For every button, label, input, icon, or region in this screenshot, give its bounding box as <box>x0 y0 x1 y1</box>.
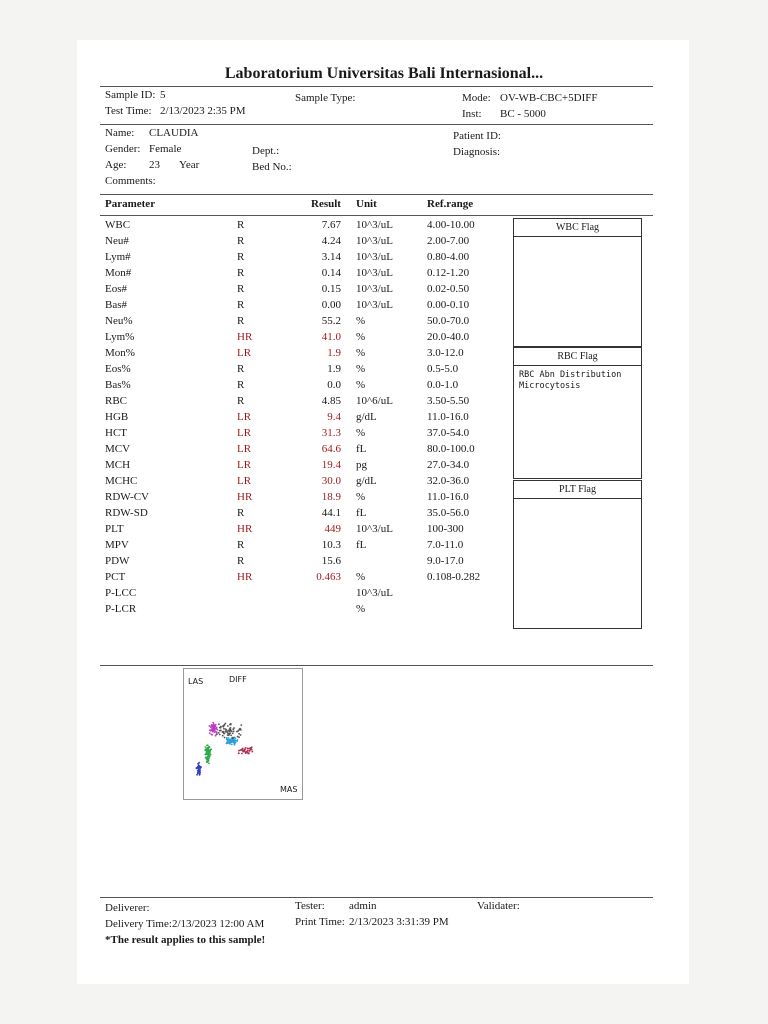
scatter-dot <box>224 724 226 726</box>
parameter-cell: Bas% <box>105 379 131 391</box>
scatter-dot <box>216 733 218 735</box>
result-cell: 31.3 <box>321 427 341 439</box>
scatter-dot <box>225 728 227 730</box>
parameter-cell: P-LCC <box>105 587 137 599</box>
scatter-dot <box>235 740 237 742</box>
scatter-dot <box>212 722 214 724</box>
scatter-dot <box>230 739 232 741</box>
scatter-dot <box>206 748 208 750</box>
result-cell: 4.85 <box>321 395 341 407</box>
parameter-cell: Lym% <box>105 331 135 343</box>
parameter-cell: Neu# <box>105 235 129 247</box>
scatter-dot <box>250 748 252 750</box>
scatter-dot <box>209 725 211 727</box>
flag-cell: LR <box>237 411 252 423</box>
flag-cell: R <box>237 395 245 407</box>
flag-cell: R <box>237 299 245 311</box>
scatter-dot <box>222 735 224 737</box>
divider <box>100 897 653 898</box>
validater-label: Validater: <box>477 900 520 912</box>
unit-cell: fL <box>356 539 367 551</box>
delivery-time: 2/13/2023 12:00 AM <box>172 918 265 930</box>
unit-cell: % <box>356 379 366 391</box>
scatter-dot <box>230 735 232 737</box>
scatter-dot <box>224 737 226 739</box>
unit-cell: 10^6/uL <box>356 395 393 407</box>
scatter-dot <box>228 737 230 739</box>
ref-range-cell: 0.108-0.282 <box>427 571 481 583</box>
ref-range-cell: 0.02-0.50 <box>427 283 470 295</box>
scatter-y-label: LAS <box>188 677 204 686</box>
parameter-cell: Bas# <box>105 299 127 311</box>
scatter-dot <box>239 728 241 730</box>
scatter-dot <box>244 749 246 751</box>
scatter-dot <box>242 748 244 750</box>
result-cell: 55.2 <box>321 315 341 327</box>
scatter-dot <box>228 730 230 732</box>
col-parameter: Parameter <box>105 198 156 210</box>
test-time-label: Test Time: <box>105 105 152 117</box>
unit-cell: 10^3/uL <box>356 219 393 231</box>
result-cell: 30.0 <box>321 475 341 487</box>
scatter-dot <box>216 727 218 729</box>
scatter-dot <box>209 732 211 734</box>
parameter-cell: RDW-CV <box>105 491 149 503</box>
scatter-dot <box>211 734 213 736</box>
flag-cell: R <box>237 315 245 327</box>
parameter-cell: Mon% <box>105 347 135 359</box>
gender-label: Gender: <box>105 143 141 155</box>
flag-cell: R <box>237 283 245 295</box>
flag-cell: R <box>237 363 245 375</box>
unit-cell: 10^3/uL <box>356 299 393 311</box>
unit-cell: fL <box>356 507 367 519</box>
scatter-dot <box>232 737 234 739</box>
ref-range-cell: 37.0-54.0 <box>427 427 470 439</box>
scatter-dot <box>248 752 250 754</box>
inst: BC - 5000 <box>500 108 546 120</box>
scatter-plot-area <box>184 669 302 799</box>
ref-range-cell: 4.00-10.00 <box>427 219 475 231</box>
parameter-cell: WBC <box>105 219 131 231</box>
scatter-dot <box>233 730 235 732</box>
mode-label: Mode: <box>462 92 491 104</box>
scatter-dot <box>212 729 214 731</box>
unit-cell: 10^3/uL <box>356 235 393 247</box>
parameter-cell: HCT <box>105 427 127 439</box>
parameter-cell: MPV <box>105 539 129 551</box>
flag-cell: R <box>237 507 245 519</box>
scatter-dot <box>206 750 208 752</box>
scatter-dot <box>209 729 211 731</box>
divider <box>100 194 653 195</box>
unit-cell: 10^3/uL <box>356 267 393 279</box>
sample-id-label: Sample ID: <box>105 89 156 101</box>
sample-type-label: Sample Type: <box>295 92 356 104</box>
scatter-dot <box>246 751 248 753</box>
parameter-cell: PDW <box>105 555 130 567</box>
ref-range-cell: 3.50-5.50 <box>427 395 470 407</box>
unit-cell: % <box>356 363 366 375</box>
parameter-cell: MCV <box>105 443 131 455</box>
flag-cell: R <box>237 219 245 231</box>
ref-range-cell: 80.0-100.0 <box>427 443 475 455</box>
parameter-cell: MCHC <box>105 475 138 487</box>
scatter-dot <box>218 732 220 734</box>
print-time: 2/13/2023 3:31:39 PM <box>349 916 449 928</box>
scatter-dot <box>209 746 211 748</box>
result-cell: 10.3 <box>321 539 341 551</box>
scatter-dot <box>206 756 208 758</box>
result-cell: 9.4 <box>327 411 341 423</box>
col-unit: Unit <box>356 198 377 210</box>
scatter-dot <box>227 734 229 736</box>
flag-cell: R <box>237 555 245 567</box>
unit-cell: g/dL <box>356 475 377 487</box>
result-cell: 4.24 <box>321 235 341 247</box>
scatter-dot <box>235 742 237 744</box>
scatter-dot <box>199 769 201 771</box>
scatter-dot <box>220 730 222 732</box>
ref-range-cell: 20.0-40.0 <box>427 331 470 343</box>
patient-age: 23 <box>149 159 160 171</box>
scatter-title: DIFF <box>229 675 247 684</box>
flag-cell: LR <box>237 459 252 471</box>
ref-range-cell: 0.12-1.20 <box>427 267 470 279</box>
scatter-dot <box>238 729 240 731</box>
result-cell: 3.14 <box>321 251 341 263</box>
result-cell: 1.9 <box>327 363 341 375</box>
parameter-cell: Neu% <box>105 315 133 327</box>
scatter-dot <box>208 753 210 755</box>
patient-gender: Female <box>149 143 182 155</box>
age-unit: Year <box>179 159 200 171</box>
scatter-cluster-neu <box>204 744 212 764</box>
scatter-cluster-mon <box>238 746 253 754</box>
scatter-dot <box>238 750 240 752</box>
parameter-cell: Eos% <box>105 363 131 375</box>
scatter-dot <box>247 748 249 750</box>
result-cell: 0.463 <box>316 571 341 583</box>
scatter-dot <box>229 727 231 729</box>
scatter-dot <box>223 726 225 728</box>
scatter-dot <box>227 725 229 727</box>
test-time: 2/13/2023 2:35 PM <box>160 105 246 117</box>
flag-cell: R <box>237 235 245 247</box>
dept-label: Dept.: <box>252 145 280 157</box>
patient-id-label: Patient ID: <box>453 130 501 142</box>
ref-range-cell: 35.0-56.0 <box>427 507 470 519</box>
divider <box>100 86 653 87</box>
unit-cell: g/dL <box>356 411 377 423</box>
unit-cell: 10^3/uL <box>356 251 393 263</box>
scatter-dot <box>238 733 240 735</box>
diagnosis-label: Diagnosis: <box>453 146 501 158</box>
parameter-cell: PLT <box>105 523 124 535</box>
wbc-flag-title: WBC Flag <box>514 219 641 237</box>
scatter-dot <box>207 761 209 763</box>
scatter-dot <box>213 724 215 726</box>
divider <box>100 124 653 125</box>
parameter-cell: RDW-SD <box>105 507 148 519</box>
scatter-dot <box>223 728 225 730</box>
scatter-dot <box>225 730 227 732</box>
scatter-dot <box>197 772 199 774</box>
flag-cell: LR <box>237 427 252 439</box>
scatter-dot <box>231 744 233 746</box>
scatter-dot <box>220 727 222 729</box>
flag-cell: HR <box>237 491 253 503</box>
plt-flag-box <box>513 480 642 629</box>
scatter-dot <box>251 751 253 753</box>
scatter-dot <box>222 731 224 733</box>
unit-cell: 10^3/uL <box>356 587 393 599</box>
divider <box>100 665 653 666</box>
result-cell: 18.9 <box>321 491 341 503</box>
ref-range-cell: 0.5-5.0 <box>427 363 459 375</box>
name-label: Name: <box>105 127 135 139</box>
parameter-cell: PCT <box>105 571 126 583</box>
deliverer-label: Deliverer: <box>105 902 150 914</box>
scatter-dot <box>241 753 243 755</box>
bed-label: Bed No.: <box>252 161 292 173</box>
scatter-dot <box>236 740 238 742</box>
ref-range-cell: 3.0-12.0 <box>427 347 464 359</box>
result-cell: 1.9 <box>327 347 341 359</box>
parameter-cell: P-LCR <box>105 603 137 615</box>
unit-cell: 10^3/uL <box>356 283 393 295</box>
parameter-cell: HGB <box>105 411 129 423</box>
scatter-dot <box>227 739 229 741</box>
rbc-flag-box <box>513 347 642 479</box>
wbc-flag-box <box>513 218 642 347</box>
rbc-flag-title: RBC Flag <box>514 348 641 366</box>
scatter-dot <box>199 765 201 767</box>
result-cell: 64.6 <box>321 443 341 455</box>
scatter-dot <box>205 752 207 754</box>
delivery-time-label: Delivery Time: <box>105 918 172 930</box>
tester: admin <box>349 900 377 912</box>
unit-cell: % <box>356 491 366 503</box>
ref-range-cell: 0.80-4.00 <box>427 251 470 263</box>
sample-id: 5 <box>160 89 166 101</box>
scatter-dot <box>208 763 210 765</box>
scatter-dot <box>205 746 207 748</box>
result-cell: 7.67 <box>321 219 341 231</box>
scatter-dot <box>240 724 242 726</box>
ref-range-cell: 50.0-70.0 <box>427 315 470 327</box>
scatter-dot <box>232 732 234 734</box>
result-cell: 0.00 <box>321 299 341 311</box>
result-cell: 44.1 <box>321 507 341 519</box>
unit-cell: 10^3/uL <box>356 523 393 535</box>
flag-cell: R <box>237 251 245 263</box>
scatter-dot <box>207 745 209 747</box>
plt-flag-title: PLT Flag <box>514 481 641 499</box>
scatter-dot <box>242 751 244 753</box>
result-note: *The result applies to this sample! <box>105 934 266 946</box>
scatter-dot <box>218 723 220 725</box>
ref-range-cell: 7.0-11.0 <box>427 539 464 551</box>
ref-range-cell: 11.0-16.0 <box>427 411 469 423</box>
scatter-dot <box>233 727 235 729</box>
diff-scattergram <box>183 668 303 800</box>
flag-cell: LR <box>237 443 252 455</box>
parameter-cell: Lym# <box>105 251 131 263</box>
unit-cell: % <box>356 427 366 439</box>
scatter-dot <box>236 731 238 733</box>
result-cell: 41.0 <box>321 331 341 343</box>
flag-cell: HR <box>237 331 253 343</box>
scatter-dot <box>226 737 228 739</box>
ref-range-cell: 0.0-1.0 <box>427 379 459 391</box>
scatter-dot <box>207 758 209 760</box>
unit-cell: % <box>356 331 366 343</box>
unit-cell: % <box>356 315 366 327</box>
flag-cell: LR <box>237 475 252 487</box>
flag-cell: HR <box>237 571 253 583</box>
unit-cell: pg <box>356 459 367 471</box>
scatter-dot <box>216 732 218 734</box>
result-cell: 15.6 <box>321 555 341 567</box>
inst-label: Inst: <box>462 108 482 120</box>
ref-range-cell: 32.0-36.0 <box>427 475 470 487</box>
scatter-dot <box>219 734 221 736</box>
patient-name: CLAUDIA <box>149 127 199 139</box>
scatter-dot <box>230 723 232 725</box>
divider <box>100 215 653 216</box>
ref-range-cell: 100-300 <box>427 523 464 535</box>
scatter-dot <box>237 736 239 738</box>
scatter-dot <box>234 744 236 746</box>
ref-range-cell: 9.0-17.0 <box>427 555 464 567</box>
scatter-dot <box>238 752 240 754</box>
flag-cell: LR <box>237 347 252 359</box>
flag-cell: HR <box>237 523 253 535</box>
parameter-cell: MCH <box>105 459 131 471</box>
scatter-dot <box>232 740 234 742</box>
scatter-cluster-baseline <box>196 762 202 776</box>
comments-label: Comments: <box>105 175 156 187</box>
scatter-dot <box>196 768 198 770</box>
unit-cell: % <box>356 571 366 583</box>
ref-range-cell: 27.0-34.0 <box>427 459 470 471</box>
result-cell: 19.4 <box>321 459 341 471</box>
scatter-dot <box>224 733 226 735</box>
scatter-dot <box>213 725 215 727</box>
flag-cell: R <box>237 539 245 551</box>
scatter-cluster-noise <box>216 723 243 740</box>
unit-cell: % <box>356 603 366 615</box>
parameter-cell: Eos# <box>105 283 127 295</box>
result-cell: 449 <box>324 523 341 535</box>
col-result: Result <box>311 198 341 210</box>
ref-range-cell: 11.0-16.0 <box>427 491 469 503</box>
unit-cell: % <box>356 347 366 359</box>
unit-cell: fL <box>356 443 367 455</box>
scatter-dot <box>205 754 207 756</box>
result-cell: 0.14 <box>321 267 341 279</box>
lab-title: Laboratorium Universitas Bali Internasional... <box>224 65 544 82</box>
result-cell: 0.15 <box>321 283 341 295</box>
age-label: Age: <box>105 159 127 171</box>
result-cell: 0.0 <box>327 379 341 391</box>
scatter-dot <box>245 747 247 749</box>
ref-range-cell: 2.00-7.00 <box>427 235 470 247</box>
col-ref: Ref.range <box>427 198 474 210</box>
scatter-dot <box>198 762 200 764</box>
scatter-x-label: MAS <box>280 785 298 794</box>
scatter-dot <box>210 749 212 751</box>
scatter-dot <box>211 724 213 726</box>
scatter-dot <box>251 746 253 748</box>
rbc-flag-text: RBC Abn Distribution Microcytosis <box>519 370 622 391</box>
scatter-dot <box>230 741 232 743</box>
parameter-cell: RBC <box>105 395 128 407</box>
mode: OV-WB-CBC+5DIFF <box>500 92 598 104</box>
print-time-label: Print Time: <box>295 916 345 928</box>
tester-label: Tester: <box>295 900 325 912</box>
scatter-dot <box>240 734 242 736</box>
flag-cell: R <box>237 267 245 279</box>
scatter-dot <box>227 742 229 744</box>
parameter-cell: Mon# <box>105 267 132 279</box>
ref-range-cell: 0.00-0.10 <box>427 299 470 311</box>
flag-cell: R <box>237 379 245 391</box>
scatter-dot <box>240 749 242 751</box>
scatter-dot <box>231 730 233 732</box>
